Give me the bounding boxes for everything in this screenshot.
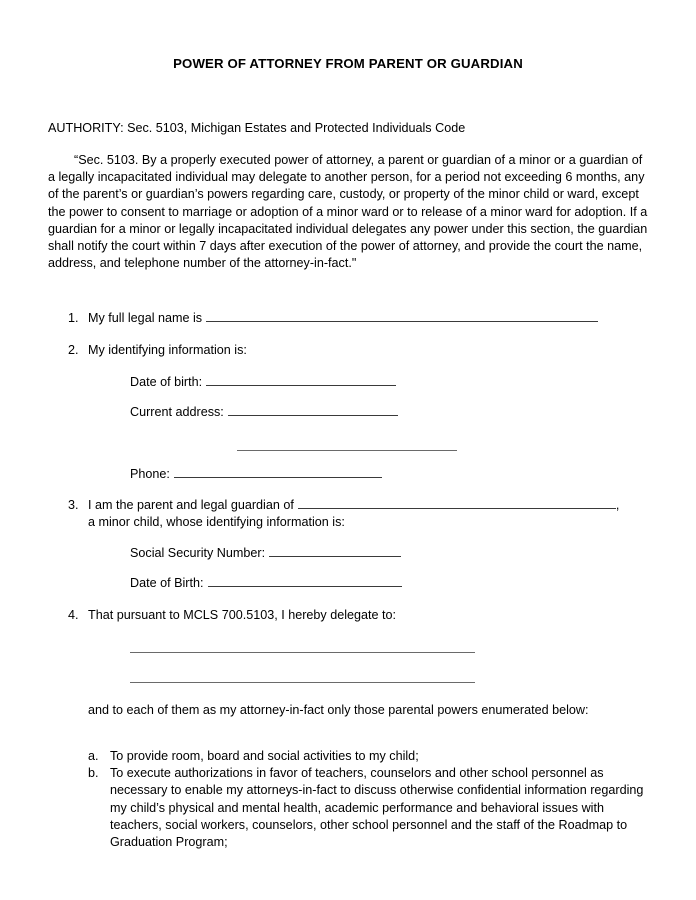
item-3-line-2-label: a minor child, whose identifying information is:: [88, 515, 345, 529]
power-a-marker: a.: [88, 749, 99, 763]
item-1-label: My full legal name is: [88, 311, 203, 325]
current-address-blank[interactable]: [228, 404, 398, 416]
field-label: Date of Birth:: [130, 576, 204, 590]
item-3-body: [88, 498, 619, 512]
item-4-label: That pursuant to MCLS 700.5103, I hereby delegate to:: [88, 608, 397, 622]
field-label: Current address:: [130, 405, 224, 419]
power-a-text: To provide room, board and social activities to my child;: [110, 749, 419, 763]
minor-child-name-blank[interactable]: [298, 497, 616, 509]
social-security-number-blank[interactable]: [269, 545, 401, 557]
date-of-birth-child-blank[interactable]: [208, 575, 402, 587]
item-1-body: [88, 311, 598, 325]
power-b-text: To execute authorizations in favor of teachers, counselors and other school personnel as necessary to enable my attorneys-in-fact to discuss otherwise confidential information regarding my child’s physical and mental health, academic performance and behavioral issues with teachers, social workers, counselors, other school personnel and the staff of the Roadmap to Graduation Program;: [110, 766, 644, 850]
statute-quote-block: [48, 152, 648, 272]
power-b-marker: b.: [88, 766, 99, 781]
delegate-blank-line-2[interactable]: [130, 682, 475, 683]
list-item: [88, 748, 648, 765]
current-address-blank-line-2[interactable]: [237, 450, 457, 451]
item-4: [68, 607, 648, 624]
item-3: [68, 497, 648, 514]
item-1-marker: 1.: [68, 311, 79, 325]
page-title: POWER OF ATTORNEY FROM PARENT OR GUARDIAN: [173, 56, 523, 71]
powers-list: [88, 748, 648, 851]
item-3-line-2: [88, 514, 648, 531]
item-2: [68, 342, 648, 359]
field-social-security-number: [130, 545, 401, 562]
date-of-birth-parent-blank[interactable]: [206, 374, 396, 386]
phone-blank[interactable]: [174, 466, 382, 478]
field-date-of-birth-parent: [130, 374, 396, 391]
item-2-label: My identifying information is:: [88, 343, 247, 357]
authority-line: AUTHORITY: Sec. 5103, Michigan Estates and Protected Individuals Code: [48, 121, 466, 135]
field-current-address: [130, 404, 398, 421]
field-label: Social Security Number:: [130, 546, 266, 560]
list-item: [88, 765, 648, 851]
statute-quote-text: “Sec. 5103. By a properly executed power of attorney, a parent or guardian of a minor or a guardian of a legally incapacitated individual may delegate to another person, for a period not exceeding 6 months, any of the parent’s or guardian’s powers regarding care, custody, or property of the minor child or ward, except the power to consent to marriage or adoption of a minor ward or to release of a minor ward for adoption. If a guardian for a minor or legally incapacitated individual delegates any power under this section, the guardian shall notify the court within 7 days after execution of the power of attorney, and provide the court the name, address, and telephone number of the attorney-in-fact.": [48, 153, 648, 271]
field-phone: [130, 466, 382, 483]
full-legal-name-blank[interactable]: [206, 310, 598, 322]
field-label: Date of birth:: [130, 375, 203, 389]
item-2-marker: 2.: [68, 343, 79, 357]
item-4-marker: 4.: [68, 608, 79, 622]
item-1: [68, 310, 648, 327]
powers-intro-line: and to each of them as my attorney-in-fact only those parental powers enumerated below:: [88, 703, 589, 717]
item-3-label: I am the parent and legal guardian of: [88, 498, 294, 512]
delegate-blank-line-1[interactable]: [130, 652, 475, 653]
field-date-of-birth-child: [130, 575, 402, 592]
item-3-marker: 3.: [68, 498, 79, 512]
field-label: Phone:: [130, 467, 170, 481]
item-3-trailing-comma: ,: [615, 498, 620, 512]
